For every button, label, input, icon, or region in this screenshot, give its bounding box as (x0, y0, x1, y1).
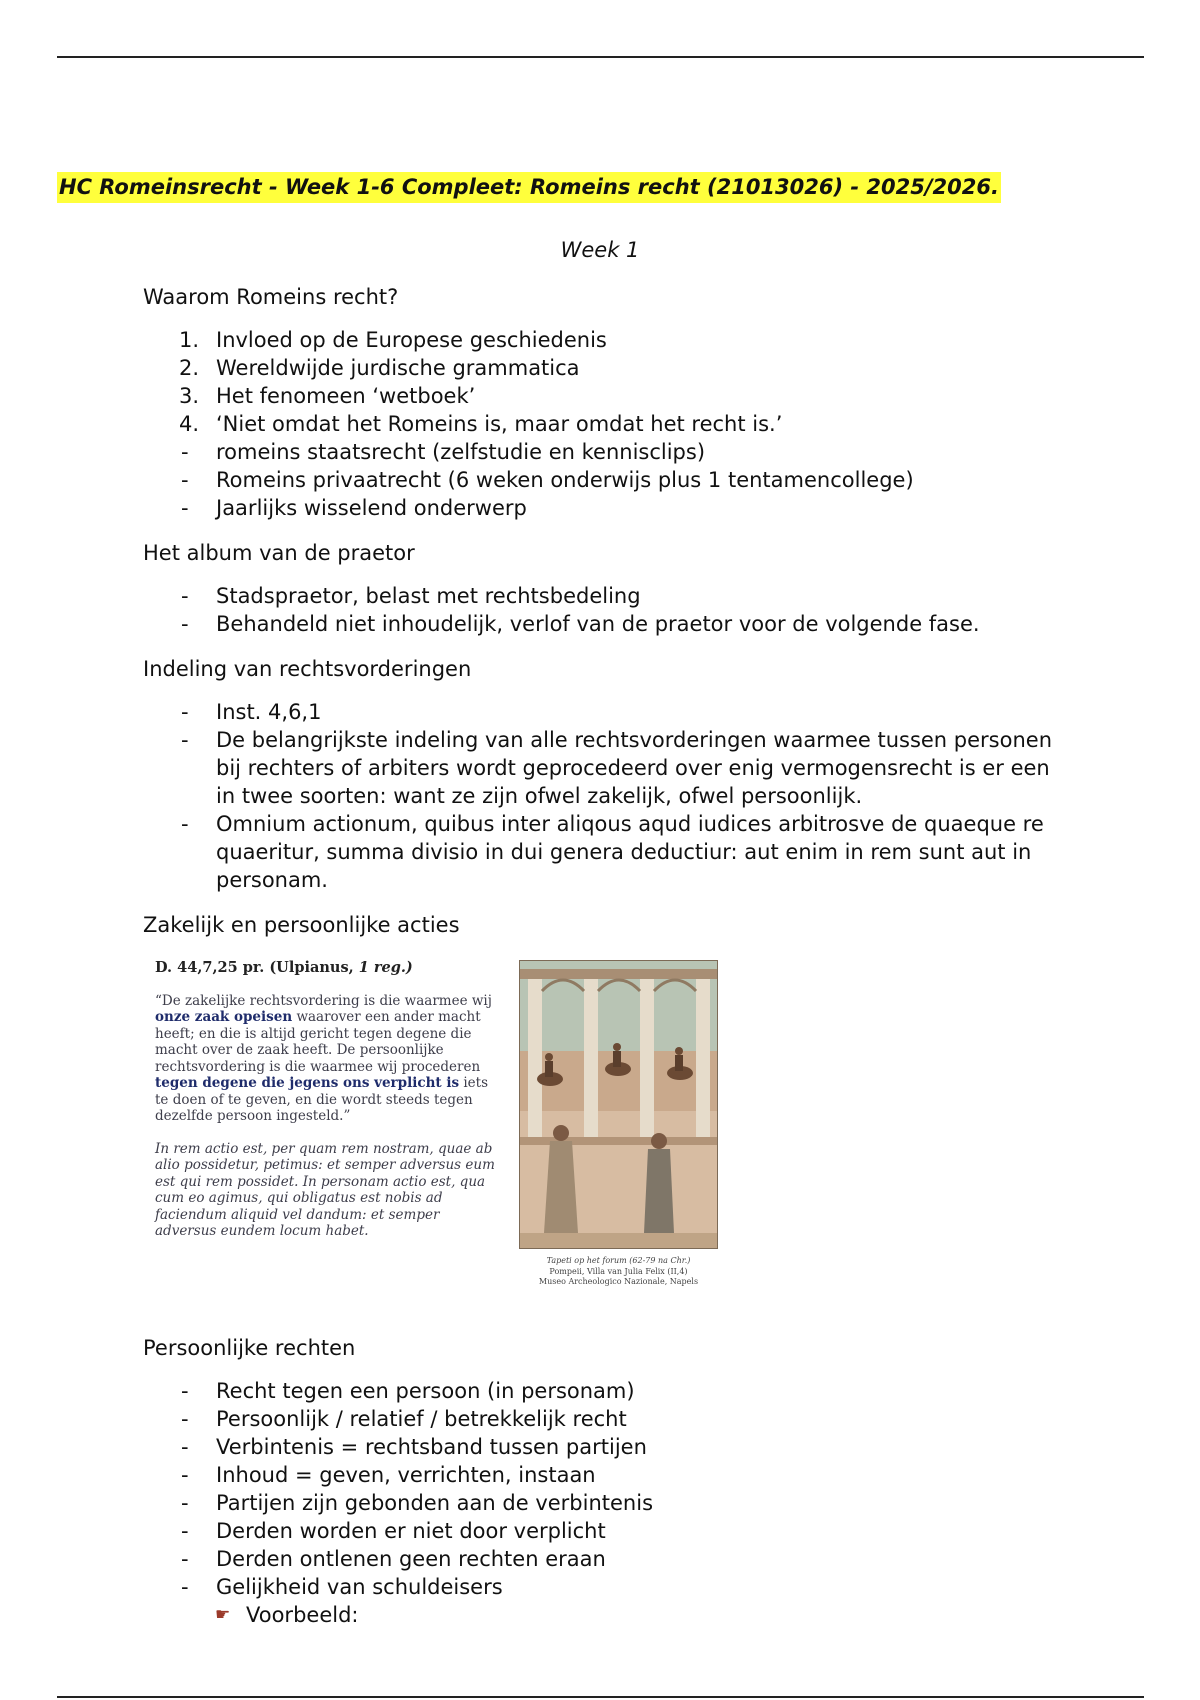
section-heading: Zakelijk en persoonlijke acties (143, 913, 460, 937)
list-item-text: Stadspraetor, belast met rechtsbedeling (216, 584, 641, 608)
reference-work: 1 reg.) (358, 959, 413, 976)
document-title: HC Romeinsrecht - Week 1-6 Compleet: Romeins recht (21013026) - 2025/2026. (57, 172, 1001, 203)
latin-text: In rem actio est, per quam rem nostram, quae ab alio possidetur, petimus: et semper adversus eum est qui rem possidet. In personam actio est, qua cum eo agimus, qui obligatus est nobis ad faciendum aliquid vel dandum: et semper adversus eundem locum habet. (155, 1140, 495, 1239)
list-item-text: Behandeld niet inhoudelijk, verlof van de praetor voor de volgende fase. (216, 612, 980, 636)
bottom-rule (57, 1696, 1144, 1698)
list-number: 4. (179, 412, 200, 436)
bullet-dash: - (181, 812, 189, 836)
list-item-text: Derden worden er niet door verplicht (216, 1519, 606, 1543)
list-item (143, 698, 1063, 726)
slide-text (155, 960, 495, 1240)
image-caption (511, 1256, 726, 1288)
list-item-text: De belangrijkste indeling van alle rechtsvorderingen waarmee tussen personen bij rechters of arbiters wordt geprocedeerd over enig vermogensrecht is er een in twee soorten: want ze zijn ofwel zakelijk, ofwel persoonlijk. (216, 728, 1053, 808)
list-item (143, 1433, 1063, 1461)
list-item (143, 582, 1063, 610)
bullet-dash: - (181, 612, 189, 636)
list-item (143, 438, 1063, 466)
list-number: 3. (179, 384, 200, 408)
bullet-dash: - (181, 1379, 189, 1403)
list-item (143, 1405, 1063, 1433)
list-item (143, 1489, 1063, 1517)
list-item-text: Derden ontlenen geen rechten eraan (216, 1547, 606, 1571)
list-item (143, 610, 1063, 638)
bullet-dash: - (181, 440, 189, 464)
document-body (143, 283, 1063, 1646)
list-item-text: Gelijkheid van schuldeisers (216, 1575, 503, 1599)
list-item-text: Inhoud = geven, verrichten, instaan (216, 1463, 596, 1487)
list-item (143, 1461, 1063, 1489)
quote-emphasis: tegen degene die jegens ons verplicht is (155, 1075, 460, 1091)
bullet-dash: - (181, 728, 189, 752)
list-item-text: ‘Niet omdat het Romeins is, maar omdat het recht is.’ (216, 412, 783, 436)
list-item-text: Omnium actionum, quibus inter aliqous aqud iudices arbitrosve de quaeque re quaeritur, summa divisio in dui genera deductiur: aut enim in rem sunt aut in personam. (216, 812, 1044, 892)
list-number: 2. (179, 356, 200, 380)
bullet-list (143, 698, 1063, 894)
list-item (143, 382, 1063, 410)
list-item-text: Het fenomeen ‘wetboek’ (216, 384, 476, 408)
section-heading: Indeling van rechtsvorderingen (143, 657, 472, 681)
quote-text: iets te doen of te geven, en die wordt steeds tegen dezelfde persoon ingesteld.” (155, 1075, 489, 1124)
bullet-dash: - (181, 1463, 189, 1487)
list-item-text: Wereldwijde jurdische grammatica (216, 356, 580, 380)
list-item (143, 1545, 1063, 1573)
bullet-list (143, 438, 1063, 522)
quote-text: waarover een ander macht heeft; en die is altijd gericht tegen degene die macht over de zaak heeft. De persoonlijke rechtsvordering is die waarmee wij procederen (155, 1009, 481, 1075)
bullet-dash: - (181, 1435, 189, 1459)
list-item-text: Voorbeeld: (246, 1603, 359, 1627)
list-item-text: Verbintenis = rechtsband tussen partijen (216, 1435, 647, 1459)
quote-emphasis: onze zaak opeisen (155, 1009, 293, 1025)
top-rule (57, 56, 1144, 58)
list-item-text: Romeins privaatrecht (6 weken onderwijs plus 1 tentamencollege) (216, 468, 914, 492)
reference-code: D. 44,7,25 pr. (155, 959, 265, 976)
section-heading: Waarom Romeins recht? (143, 285, 399, 309)
section-heading: Persoonlijke rechten (143, 1336, 356, 1360)
bullet-dash: - (181, 1407, 189, 1431)
source-reference (155, 960, 495, 977)
list-item (143, 726, 1063, 810)
list-item (143, 466, 1063, 494)
bullet-dash: - (181, 584, 189, 608)
lecture-slide-image (143, 954, 733, 1314)
list-item (143, 494, 1063, 522)
hand-pointer-icon: ☛ (215, 1605, 231, 1625)
list-item (143, 326, 1063, 354)
list-item-text: Recht tegen een persoon (in personam) (216, 1379, 635, 1403)
list-item (143, 1377, 1063, 1405)
fresco-painting (519, 960, 718, 1249)
bullet-dash: - (181, 1519, 189, 1543)
list-item (143, 810, 1063, 894)
week-heading: Week 1 (560, 238, 640, 262)
caption-line: Museo Archeologico Nazionale, Napels (538, 1277, 699, 1286)
list-item (143, 354, 1063, 382)
section-heading: Het album van de praetor (143, 541, 415, 565)
list-item (143, 1601, 1063, 1629)
bullet-list (143, 1377, 1063, 1629)
fresco-illustration (520, 961, 717, 1248)
list-item (143, 1517, 1063, 1545)
quote-text: “De zakelijke rechtsvordering is die waarmee wij (155, 992, 492, 1009)
list-item-text: Jaarlijks wisselend onderwerp (216, 496, 527, 520)
bullet-dash: - (181, 1547, 189, 1571)
bullet-dash: - (181, 496, 189, 520)
list-number: 1. (179, 328, 200, 352)
list-item-text: romeins staatsrecht (zelfstudie en kennisclips) (216, 440, 706, 464)
caption-line: Tapeti op het forum (62-79 na Chr.) (546, 1256, 691, 1265)
list-item-text: Persoonlijk / relatief / betrekkelijk recht (216, 1407, 627, 1431)
list-item-text: Inst. 4,6,1 (216, 700, 322, 724)
list-item (143, 1573, 1063, 1601)
reference-author: (Ulpianus, (269, 959, 354, 976)
list-item-text: Partijen zijn gebonden aan de verbintenis (216, 1491, 654, 1515)
list-item-text: Invloed op de Europese geschiedenis (216, 328, 607, 352)
bullet-dash: - (181, 468, 189, 492)
numbered-list (143, 326, 1063, 438)
dutch-translation (155, 993, 495, 1125)
list-item (143, 410, 1063, 438)
bullet-dash: - (181, 700, 189, 724)
caption-line: Pompeii, Villa van Julia Felix (II,4) (549, 1266, 688, 1276)
bullet-dash: - (181, 1491, 189, 1515)
bullet-dash: - (181, 1575, 189, 1599)
bullet-list (143, 582, 1063, 638)
